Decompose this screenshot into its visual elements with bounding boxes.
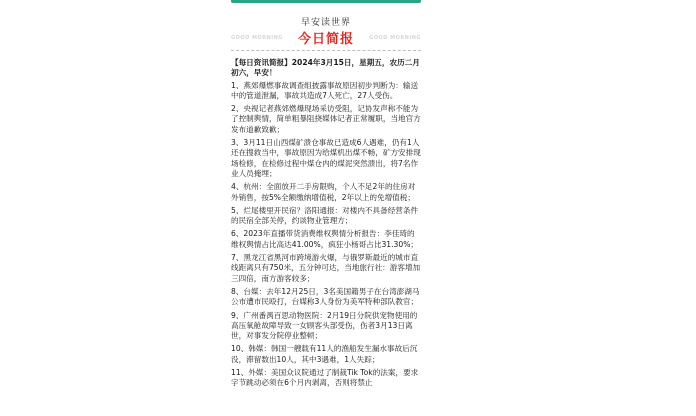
news-content	[231, 58, 421, 392]
news-item: 3、3月11日山西煤矿溃仓事故已造成6人遇难，仍有1人还在搜救当中，事故原因为给煤机出煤不畅，矿方安排现场检修，在检修过程中煤仓内的煤泥突然溃出，将7名作业人员掩埋；	[231, 138, 421, 178]
page-title: 今日简报	[297, 32, 354, 47]
news-item: 8、台媒：去年12月25日，3名美国籍男子在台湾澎湖马公市遭市民殴打，台媒称3人身份为美军特种部队教官；	[231, 286, 420, 307]
dashed-divider	[231, 50, 421, 51]
news-item: 1、燕郊爆燃事故调查组披露事故原因初步判断为：输送中的管道泄漏，事故共造成7人死亡，27人受伤。	[231, 80, 419, 100]
decor-text-left: GOOD MORNING	[231, 35, 283, 41]
page-subtitle: 早安读世界	[300, 18, 351, 28]
news-item: 6、2023年直播带货消费维权舆情分析报告：李佳琦的维权舆情占比高达41.00%，疯狂小杨哥占比31.30%；	[231, 229, 419, 249]
news-item: 11、外媒：美国众议院通过了制裁Tik Tok的法案，要求字节跳动必须在6个月内剥离，否则将禁止	[231, 368, 419, 388]
news-item: 5、烂尾楼里开民宿？洛阳通报：对楼内不具备经营条件的民宿全部关停，约谈物业管理方；	[231, 205, 419, 226]
news-item: 9、广州番禺百思动物医院：2月19日分院供宠物使用的高压氧舱故障导致一女顾客头部受伤，伤者3月13日离世，对事发分院停业整顿；	[231, 310, 418, 341]
news-item: 10、韩媒：韩国一艘载有11人的渔船发生漏水事故后沉没，滞留数出10人，其中3遇难，1人失踪；	[231, 344, 418, 364]
news-item: 4、杭州：全面放开二手房限购，个人不足2年的住房对外销售，按5%全额缴纳增值税，2年以上的免增值税；	[231, 182, 416, 202]
news-brief-card	[230, 0, 422, 416]
news-item: 7、黑龙江省黑河市跨境游火爆，与俄罗斯最近的城市直线距离只有750米，五分钟可达，当地旅行社：游客增加三四倍，南方游客较多；	[231, 253, 421, 283]
news-item: 2、央视记者燕郊燃爆现场采访受阻，记协发声称不能为了控制舆情，简单粗暴阻挠媒体记者正常履职，当地官方发布道歉致歉；	[231, 104, 421, 134]
title-row	[230, 28, 422, 48]
top-accent-bar	[231, 0, 421, 3]
decor-text-right: GOOD MORNING	[369, 35, 421, 41]
brief-header: 【每日资讯简报】2024年3月15日，星期五，农历二月初六，早安！	[231, 58, 420, 78]
